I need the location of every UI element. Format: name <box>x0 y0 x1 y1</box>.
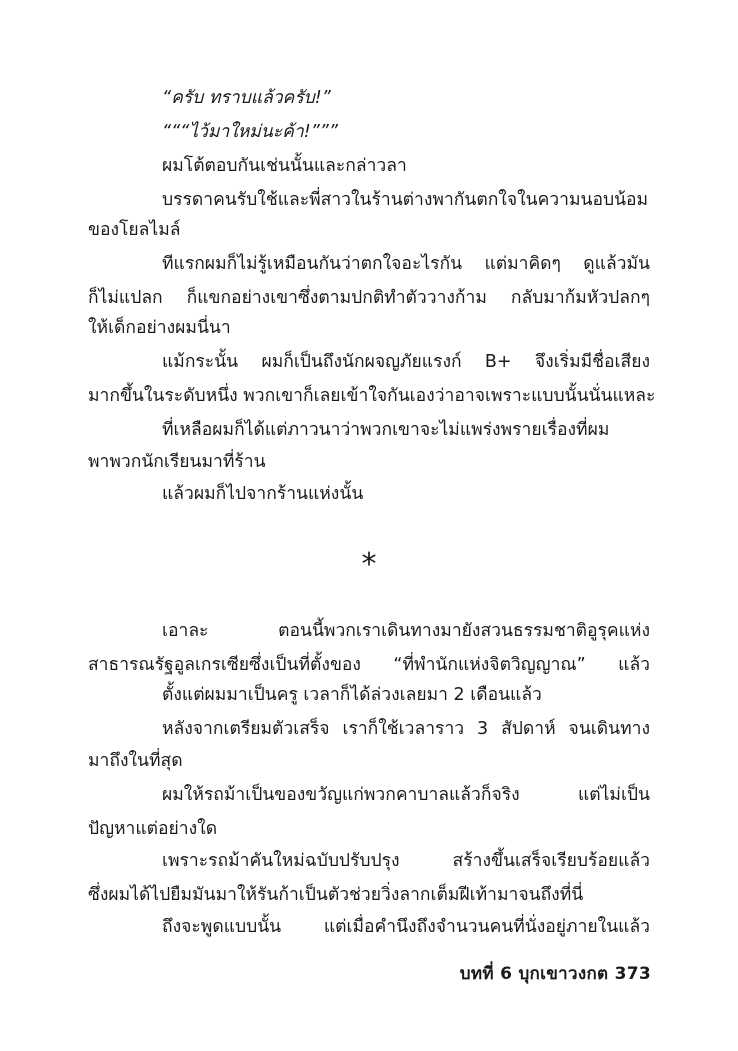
section-separator: * <box>361 547 377 582</box>
paragraph-line: ผมให้รถม้าเป็นของขวัญแก่พวกคาบาลแล้วก็จริง แต่ไม่เป็น <box>162 785 650 805</box>
paragraph-line: แล้วผมก็ไปจากร้านแห่งนั้น <box>162 484 364 504</box>
dialogue-line: “ครับ ทราบแล้วครับ!” <box>162 88 331 108</box>
paragraph-line: มากขึ้นในระดับหนึ่ง พวกเขาก็เลยเข้าใจกันเองว่าอาจเพราะแบบนั้นนั่นแหละ <box>88 386 656 406</box>
paragraph-line: ที่เหลือผมก็ได้แต่ภาวนาว่าพวกเขาจะไม่แพร่งพรายเรื่องที่ผม <box>162 420 610 440</box>
paragraph-line: ให้เด็กอย่างผมนี่นา <box>88 318 231 338</box>
paragraph-line: เพราะรถม้าคันใหม่ฉบับปรับปรุง สร้างขึ้นเสร็จเรียบร้อยแล้ว <box>162 851 650 871</box>
paragraph-line: ตั้งแต่ผมมาเป็นครู เวลาก็ได้ล่วงเลยมา 2 เดือนแล้ว <box>162 685 542 705</box>
dialogue-line: “““ไว้มาใหม่นะค้า!””” <box>162 122 338 142</box>
paragraph-line: หลังจากเตรียมตัวเสร็จ เราก็ใช้เวลาราว 3 สัปดาห์ จนเดินทาง <box>162 719 650 739</box>
paragraph-line: ก็ไม่แปลก ก็แขกอย่างเขาซึ่งตามปกติทำตัววางก้าม กลับมาก้มหัวปลกๆ <box>88 288 650 308</box>
paragraph-line: แม้กระนั้น ผมก็เป็นถึงนักผจญภัยแรงก์ B+ จึงเริ่มมีชื่อเสียง <box>162 352 650 372</box>
paragraph-line: เอาละ ตอนนี้พวกเราเดินทางมายังสวนธรรมชาติอูรุคแห่ง <box>162 621 650 641</box>
paragraph-line: สาธารณรัฐอูลเกรเซียซึ่งเป็นที่ตั้งของ “ที่พำนักแห่งจิตวิญญาณ” แล้ว <box>88 655 650 675</box>
paragraph-line: พาพวกนักเรียนมาที่ร้าน <box>88 452 266 472</box>
paragraph-line: ซึ่งผมได้ไปยืมมันมาให้รันก้าเป็นตัวช่วยวิ่งลากเต็มฝีเท้ามาจนถึงที่นี่ <box>88 885 584 905</box>
paragraph-line: ทีแรกผมก็ไม่รู้เหมือนกันว่าตกใจอะไรกัน แต่มาคิดๆ ดูแล้วมัน <box>162 254 650 274</box>
paragraph-line: ของโยลไมล์ <box>88 220 181 240</box>
paragraph-line: ผมโต้ตอบกันเช่นนั้นและกล่าวลา <box>162 156 407 176</box>
page-footer: บทที่ 6 บุกเขาวงกต 373 <box>459 964 651 984</box>
paragraph-line: มาถึงในที่สุด <box>88 751 183 771</box>
paragraph-line: ถึงจะพูดแบบนั้น แต่เมื่อคำนึงถึงจำนวนคนที่นั่งอยู่ภายในแล้ว <box>162 917 650 937</box>
paragraph-line: บรรดาคนรับใช้และพี่สาวในร้านต่างพากันตกใจในความนอบน้อม <box>162 190 649 210</box>
paragraph-line: ปัญหาแต่อย่างใด <box>88 819 218 839</box>
